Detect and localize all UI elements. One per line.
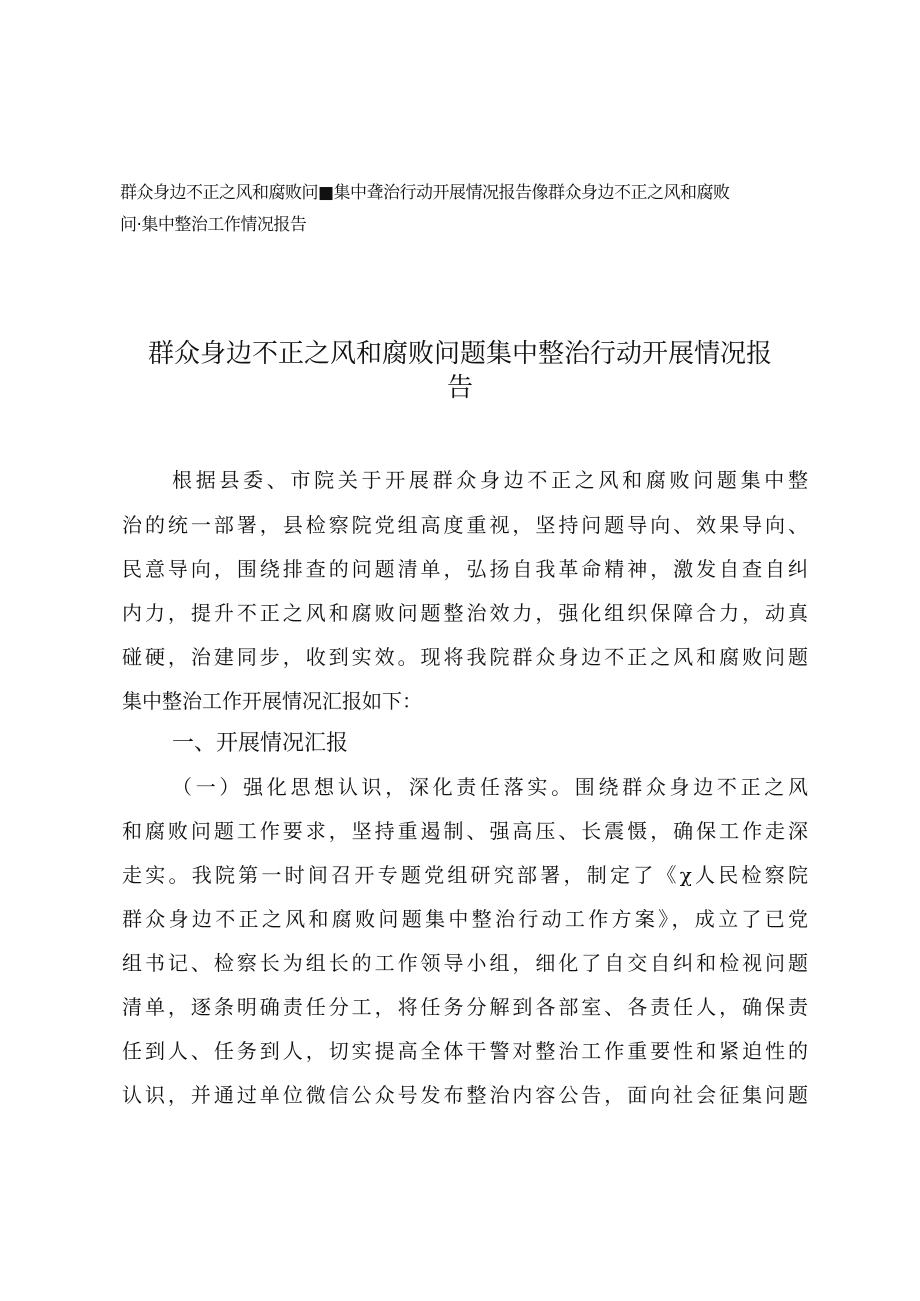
section-line-8: 认识，并通过单位微信公众号发布整治内容公告，面向社会征集问题 (122, 1083, 808, 1107)
section-line-1: （一）强化思想认识，深化责任落实。围绕群众身边不正之风 (172, 775, 808, 799)
document-title-line-2: 告 (446, 373, 473, 403)
section-line-6: 清单，逐条明确责任分工，将任务分解到各部室、各责任人，确保责 (122, 995, 808, 1019)
intro-line-5: 碰硬，治建同步，收到实效。现将我院群众身边不正之风和腐败问题 (122, 645, 808, 669)
intro-line-1: 根据县委、市院关于开展群众身边不正之风和腐败问题集中整 (172, 468, 808, 492)
intro-line-2: 治的统一部署，县检察院党组高度重视，坚持问题导向、效果导向、 (122, 513, 808, 537)
intro-line-6: 集中整治工作开展情况汇报如下： (122, 689, 422, 713)
header-line-2: 问·集中整治工作情况报告 (120, 215, 307, 235)
section-line-2: 和腐败问题工作要求，坚持重遏制、强高压、长震慑，确保工作走深 (122, 819, 808, 843)
intro-line-4: 内力，提升不正之风和腐败问题整治效力，强化组织保障合力，动真 (122, 601, 808, 625)
section-line-4: 群众身边不正之风和腐败问题集中整治行动工作方案》，成立了已党 (122, 907, 808, 931)
document-title-line-1: 群众身边不正之风和腐败问题集中整治行动开展情况报 (147, 339, 772, 369)
header-line-1: 群众身边不正之风和腐败问■集中聋治行动开展情况报告像群众身边不正之风和腐败 (120, 183, 730, 203)
section-line-7: 任到人、任务到人，切实提高全体干警对整治工作重要性和紧迫性的 (122, 1039, 808, 1063)
section-heading: 一、开展情况汇报 (172, 731, 349, 756)
section-line-3: 走实。我院第一时间召开专题党组研究部署，制定了《χ人民检察院 (122, 863, 808, 887)
intro-line-3: 民意导向，围绕排查的问题清单，弘扬自我革命精神，激发自查自纠 (122, 557, 808, 581)
section-line-5: 组书记、检察长为组长的工作领导小组，细化了自交自纠和检视问题 (122, 951, 808, 975)
